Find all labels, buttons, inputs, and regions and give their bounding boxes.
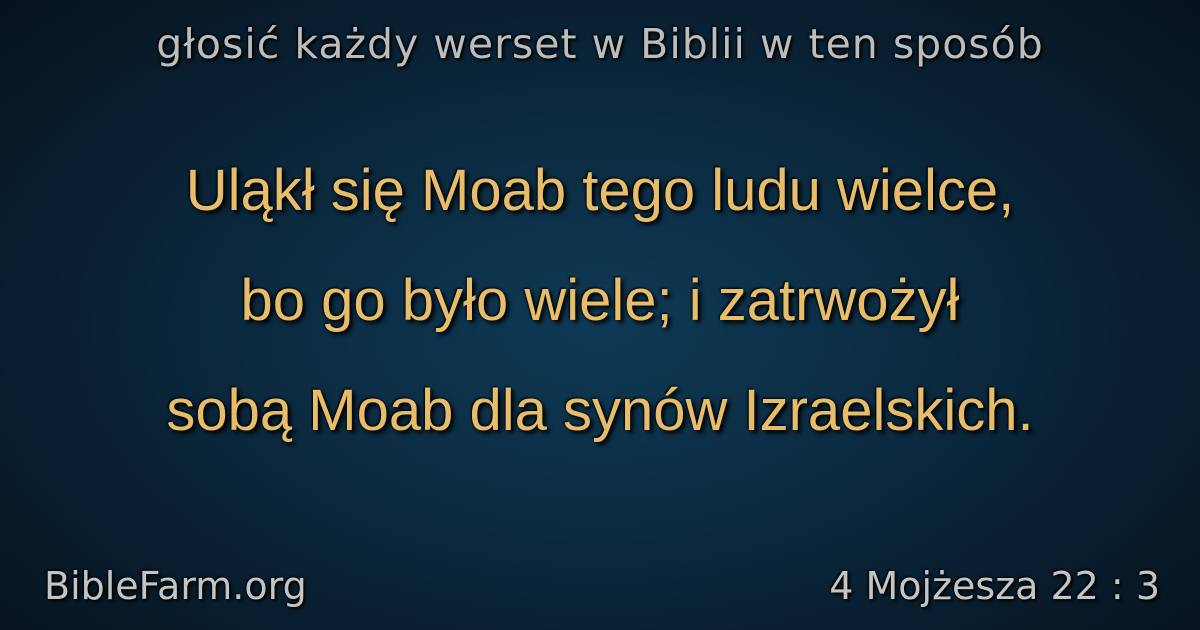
verse-line: bo go było wiele; i zatrwożył [240,268,960,333]
verse-reference: 4 Mojżesza 22 : 3 [829,564,1160,608]
verse-text [40,136,1160,466]
tagline: głosić każdy werset w Biblii w ten sposób [156,20,1044,68]
verse-line: sobą Moab dla synów Izraelskich. [166,378,1034,443]
verse-line: Uląkł się Moab tego ludu wielce, [185,158,1015,223]
site-name: BibleFarm.org [44,564,307,608]
